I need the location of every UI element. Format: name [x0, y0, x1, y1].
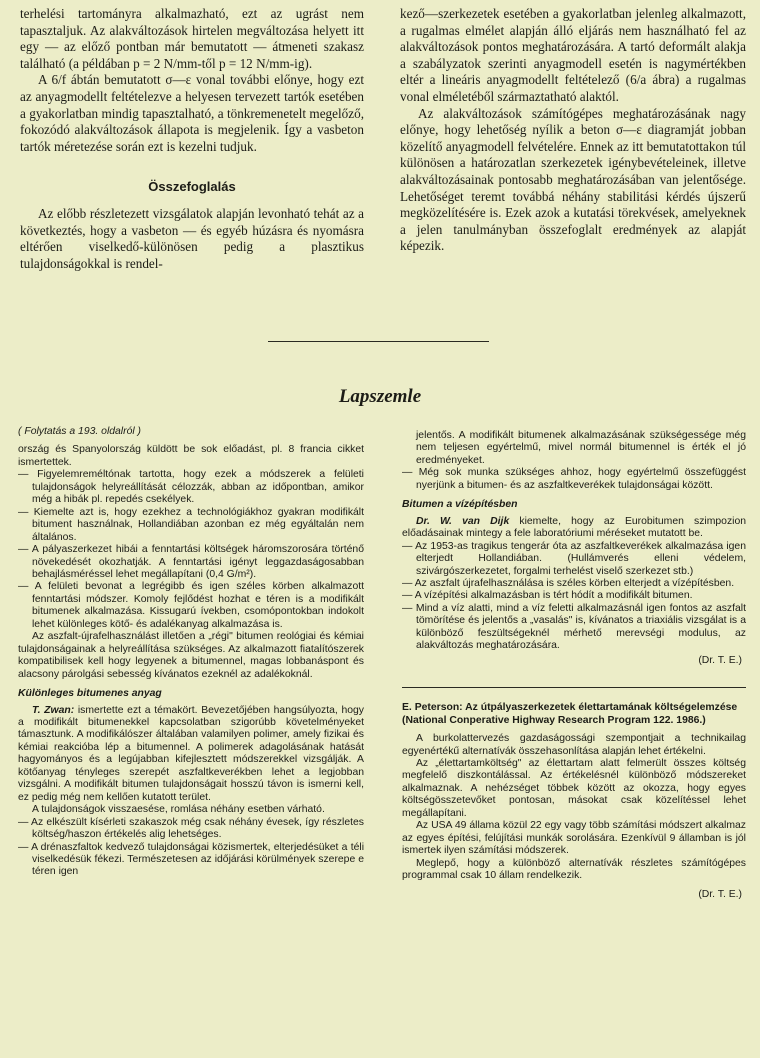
- section-title: Lapszemle: [338, 386, 422, 407]
- paragraph: ország és Spanyolország küldött be sok előadást, pl. 8 francia cikket ismertettek.: [18, 444, 364, 468]
- list-item: — A felületi bevonat a legrégibb és igen széles körben alkalmazott fenntartási módszer. Komoly fejlődést hozhat e téren is a modifikált bitumenek alkalmazása. Kissugarú ívekben, csomópontokban indokolt lehet különleges kötő- és adalékanyag alkalmazása is.: [18, 581, 364, 630]
- speaker-name: T. Zwan:: [32, 704, 75, 716]
- list-item: — Még sok munka szükséges ahhoz, hogy egyértelmű összefüggést nyerjünk a bitumen- és az aszfaltkeverékek tulajdonságai között.: [402, 467, 746, 491]
- list-item: — Az aszfalt újrafelhasználása is széles körben elterjedt a vízépítésben.: [402, 577, 735, 589]
- paragraph: jelentős. A modifikált bitumenek alkalmazásának szükségessége még nem teljesen egyértelmű, mivel normál bitumennel is érték el jó eredményeket.: [416, 430, 746, 466]
- signature: (Dr. T. E.): [698, 888, 742, 900]
- list-item: — A vízépítési alkalmazásban is tért hódít a modifikált bitumen.: [402, 590, 693, 602]
- list-item: — A drénaszfaltok kedvező tulajdonságai közismertek, elterjedésüket a téli viselkedésük fékezi. Természetesen az időjárási körülmények szerepe e téren igen: [18, 841, 364, 878]
- paragraph: Az alakváltozások számítógépes meghatározásának nagy előnye, hogy lehetőség nyílik a beton σ—ε diagramját jobban közelítő anyagmodell felvételére. Ennek az itt bemutatottakon túl különösen a határozatlan szerkezetek igénybevételeinek, illetve alakváltozásainak pontosabb meghatározásában van jelentősége. Lehetőséget teremt továbbá néhány stabilitási kérdés újszerű megközelítésére is. Ezek azok a kutatási törekvések, amelyeknek a jelen tanulmányban összefoglalt eredmények az alapját képezik.: [400, 105, 746, 254]
- paragraph-text: ismertette ezt a témakört. Bevezetőjében hangsúlyozta, hogy a modifikált bitumenekkel kapcsolatban szigorúbb követelményeket támasztunk. A modifikálószer általában valamilyen polimer, amely fizikai és kémiai reakcióba lép a bitumennel. A polimerek adagolásának hatását hagyományos és a legújabban kifejlesztett módszerekkel vizsgálják. A kötőanyag tényleges szerepét aszfaltkeverékben lehet a legjobban vizsgálni. A modifikált bitumen tulajdonságait hosszú távon is ismerni kell, ez pedig még nem kellően kutatott terület.: [18, 704, 364, 803]
- paragraph-text: kiemelte, hogy az Eurobitumen szimpozion előadásainak mintegy a fele laboratóriumi méréseket mutatott be.: [402, 515, 747, 540]
- paragraph: kező—szerkezetek esetében a gyakorlatban jelenleg alkalmazott, a rugalmas elmélet alapján álló eljárás nem használható fel az alakváltozások pontos meghatározására. A tartó deformált alakja a szabályzatok szerinti anyagmodell esetén is nagymértékben eltér a lineáris anyagmodellt feltételező (6/a ábra) a rugalmas vonal elméletéből származtatható alaktól.: [400, 6, 746, 104]
- paragraph: A tulajdonságok visszaesése, romlása néhány esetben várható.: [32, 804, 325, 816]
- top-right-column: [400, 6, 746, 255]
- list-item: — Figyelemreméltónak tartotta, hogy ezek a módszerek a felületi tulajdonságok helyreállítását célozzák, abban az időpontban, amikor még a hibák pl. repedés csekélyek.: [18, 469, 364, 506]
- bottom-left-column: [18, 426, 364, 879]
- paragraph: A 6/f ábtán bemutatott σ—ε vonal további előnye, hogy ezt az anyagmodellt feltételezve a helyesen tervezett tartók esetében a gyakorlatban mindig tapasztalható, a tönkremenetelt megelőző, fokozódó alakváltozások állapota is megjelenik. Így a vasbeton tartók méretezése során ezt is kezelni tudjuk.: [20, 72, 364, 154]
- article-title: E. Peterson: Az útpályaszerkezetek élettartamának költségelemzése (National Conperative Highway Research Program 122. 1986.): [402, 702, 738, 726]
- paragraph: Az aszfalt-újrafelhasználást illetően a „régi" bitumen reológiai és kémiai tulajdonságainak a helyreállítása szükséges. Az alkalmazott fiatalítószerek kompatibilisek kell hogy legyenek a bitumennel, magas lobbanáspont és alacsony párolgási sebesség kívánatos ezeknél az adalékoknál.: [18, 631, 364, 680]
- divider: [268, 341, 489, 342]
- list-item: — Az 1953-as tragikus tengerár óta az aszfaltkeverékek alkalmazása igen elterjedt Hollandiában. (Hullámverés elleni védelem, szivárgószerkezetet, forgalmi terhelést viselő szerkezet stb.): [402, 540, 746, 577]
- list-item: — Mind a víz alatti, mind a víz feletti alkalmazásnál igen fontos az aszfalt tömörítése és jelentős a „vasalás" is, kívánatos a triaxiális vizsgálat is a különböző feszültségeknél mérhető merevségi modulus, az alakváltozás meghatározására.: [402, 602, 746, 652]
- list-item: — A pályaszerkezet hibái a fenntartási költségek háromszorosára történő növekedését okozhatják. A fenntartási igényt leggazdaságosabban behajlásméréssel lehet megállapítani (0,4 G/m²).: [18, 544, 364, 580]
- paragraph: terhelési tartományra alkalmazható, ezt az ugrást nem tapasztaljuk. Az alakváltozások hirtelen megváltozása helyett itt egy — az előző pontban már bemutatott — átmeneti szakasz található (a példában p = 2 N/mm-től p = 12 N/mm-ig).: [20, 6, 364, 71]
- list-item: — Kiemelte azt is, hogy ezekhez a technológiákhoz gyakran modifikált bitument használnak, Hollandiában azonban ez még egyáltalán nem általános.: [18, 506, 364, 543]
- paragraph: A burkolattervezés gazdaságossági szempontjait a technikailag egyenértékű alternatívák összehasonlítása alapján lehet értékelni.: [402, 733, 746, 757]
- paragraph: Az „élettartamköltség" az élettartam alatt felmerült összes költség megfelelő diszkontálással. Az értékelésnél különböző módszereket alkalmaznak. A nehézséget többek között az okozza, hogy egyes költségösszetevőket pontosan, másokat csak közelítéssel lehet megállapítani.: [402, 757, 746, 819]
- paragraph: Az USA 49 állama közül 22 egy vagy több számítási módszert alkalmaz az egyes építési, felújítási munkák sorolására. Ezenkívül 9 államban is jól ismertek ilyen számítási módszerek.: [402, 820, 746, 857]
- continuation-note: ( Folytatás a 193. oldalról ): [18, 426, 142, 437]
- paragraph: Az előbb részletezett vizsgálatok alapján levonható tehát az a következtés, hogy a vasbeton — és egyéb húzásra és nyomásra eltérően viselkedő-különösen pedig a plasztikus tulajdonságokkal is rendel-: [20, 205, 364, 271]
- paragraph: [402, 516, 746, 541]
- paragraph: [18, 705, 364, 805]
- bottom-right-column: [402, 430, 746, 901]
- divider: [402, 687, 746, 688]
- signature: (Dr. T. E.): [698, 654, 742, 666]
- list-item: — Az elkészült kísérleti szakaszok még csak néhány évesek, így részletes költség/haszon értékelés alig lehetséges.: [18, 816, 364, 841]
- paragraph: Meglepő, hogy a különböző alternatívák részletes számítógépes programmal csak 10 állam rendelkezik.: [402, 857, 746, 882]
- subsection-heading: Bitumen a vízépítésben: [402, 499, 518, 511]
- subsection-heading: Különleges bitumenes anyag: [18, 688, 162, 700]
- speaker-name: Dr. W. van Dijk: [416, 515, 510, 527]
- section-heading: Összefoglalás: [148, 179, 236, 195]
- top-left-column: [20, 6, 364, 272]
